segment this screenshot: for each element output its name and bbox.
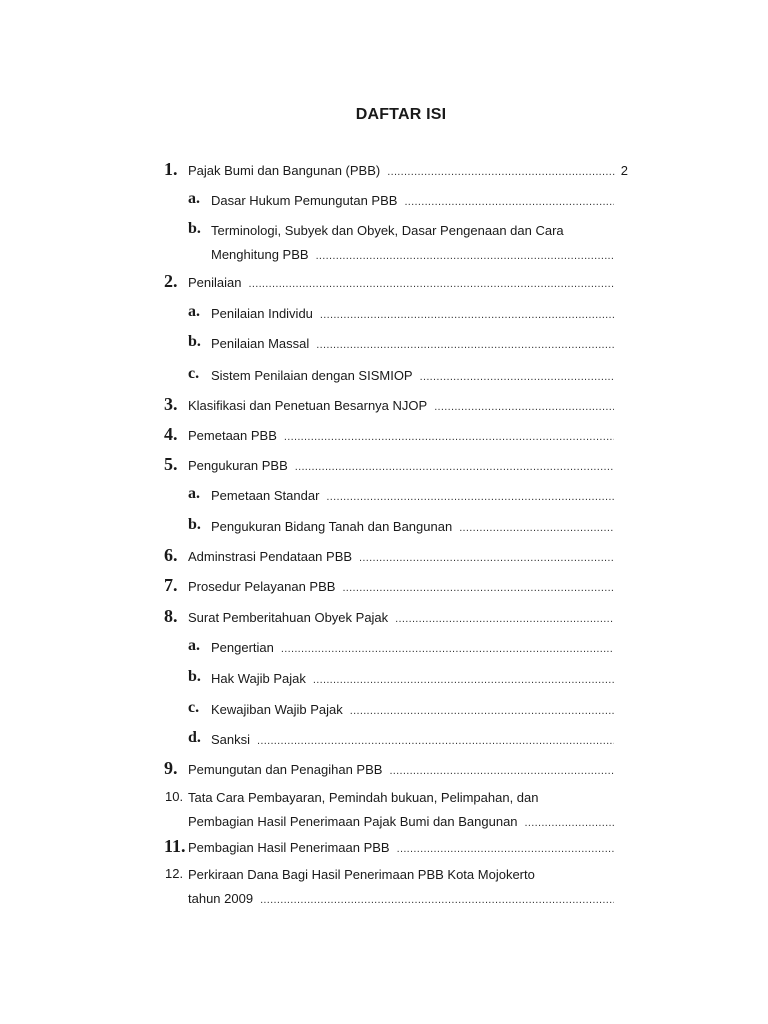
toc-entry	[0, 789, 768, 829]
entry-number: 4.	[164, 424, 178, 444]
entry-number: c.	[188, 699, 200, 716]
dot-leader	[316, 336, 614, 354]
entry-number: 10.	[165, 789, 184, 804]
dot-leader	[404, 193, 614, 211]
dot-leader	[395, 610, 614, 628]
entry-text: Pemungutan dan Penagihan PBB	[188, 762, 383, 777]
entry-text: Pemetaan PBB	[188, 428, 277, 443]
entry-number: 3.	[164, 394, 178, 414]
entry-number: 11.	[164, 836, 186, 856]
entry-text: Sanksi	[211, 732, 251, 747]
entry-text: Surat Pemberitahuan Obyek Pajak	[188, 610, 389, 625]
entry-text: Dasar Hukum Pemungutan PBB	[211, 193, 398, 208]
dot-leader	[316, 247, 614, 265]
dot-leader	[342, 579, 614, 597]
entry-line	[188, 578, 614, 597]
entry-number: 9.	[164, 758, 178, 778]
entry-text: Adminstrasi Pendataan PBB	[188, 549, 353, 564]
entry-line	[188, 761, 614, 780]
dot-leader	[249, 275, 615, 293]
dot-leader	[397, 840, 614, 858]
entry-number: 1.	[164, 159, 178, 179]
toc-entry	[0, 639, 768, 661]
entry-line	[188, 457, 614, 476]
toc-entry	[0, 545, 768, 570]
toc-entry	[0, 335, 768, 357]
toc-entry	[0, 731, 768, 753]
toc-entry	[0, 271, 768, 296]
toc-entry	[0, 758, 768, 783]
entry-number: 5.	[164, 454, 178, 474]
entry-line	[211, 731, 614, 750]
dot-leader	[320, 306, 614, 324]
toc-entry	[0, 367, 768, 389]
entry-number: 6.	[164, 545, 178, 565]
toc-entry	[0, 424, 768, 449]
dot-leader	[387, 163, 615, 181]
entry-text: Prosedur Pelayanan PBB	[188, 579, 336, 594]
toc-entry	[0, 836, 768, 861]
entry-text: Pemetaan Standar	[211, 488, 320, 503]
entry-line	[211, 192, 614, 211]
entry-number: a.	[188, 303, 200, 320]
toc-entry	[0, 394, 768, 419]
entry-line	[211, 670, 614, 689]
entry-text: Pengukuran Bidang Tanah dan Bangunan	[211, 519, 453, 534]
entry-text-line: Tata Cara Pembayaran, Pemindah bukuan, Pelimpahan, dan	[188, 790, 539, 805]
toc-entry	[0, 701, 768, 723]
page-title: DAFTAR ISI	[355, 106, 447, 123]
dot-leader	[295, 458, 614, 476]
entry-text: Pengertian	[211, 640, 274, 655]
entry-text: Sistem Penilaian dengan SISMIOP	[211, 368, 413, 383]
entry-line	[188, 548, 614, 567]
entry-number: 2.	[164, 271, 178, 291]
toc-entry	[0, 454, 768, 479]
entry-line	[211, 367, 614, 386]
entry-line	[188, 609, 614, 628]
entry-text: Penilaian Individu	[211, 306, 313, 321]
entry-line	[188, 890, 614, 909]
entry-number: a.	[188, 485, 200, 502]
entry-text: tahun 2009	[188, 891, 254, 906]
entry-number: d.	[188, 729, 201, 746]
entry-text: Klasifikasi dan Penetuan Besarnya NJOP	[188, 398, 428, 413]
toc-entry	[0, 220, 768, 262]
entry-line	[211, 246, 614, 265]
entry-text: Pajak Bumi dan Bangunan (PBB)	[188, 163, 381, 178]
dot-leader	[389, 762, 614, 780]
entry-number: b.	[188, 220, 201, 237]
entry-number: 7.	[164, 575, 178, 595]
entry-line	[211, 701, 614, 720]
toc-entry	[0, 866, 768, 906]
entry-text-line: Terminologi, Subyek dan Obyek, Dasar Pengenaan dan Cara	[211, 223, 564, 238]
entry-line	[188, 839, 614, 858]
page-number: 2	[620, 163, 628, 178]
entry-number: b.	[188, 516, 201, 533]
entry-line	[188, 427, 614, 446]
entry-number: b.	[188, 668, 201, 685]
dot-leader	[260, 891, 614, 909]
entry-line	[211, 305, 614, 324]
entry-number: 12.	[165, 866, 184, 881]
entry-text-line: Perkiraan Dana Bagi Hasil Penerimaan PBB Kota Mojokerto	[188, 867, 535, 882]
toc-entry	[0, 670, 768, 692]
dot-leader	[420, 368, 614, 386]
entry-number: 8.	[164, 606, 178, 626]
entry-text: Pembagian Hasil Penerimaan PBB	[188, 840, 390, 855]
toc-entry	[0, 487, 768, 509]
entry-number: b.	[188, 333, 201, 350]
entry-text: Penilaian Massal	[211, 336, 310, 351]
dot-leader	[434, 398, 614, 416]
entry-line	[188, 813, 614, 832]
entry-number: a.	[188, 637, 200, 654]
dot-leader	[257, 732, 614, 750]
dot-leader	[359, 549, 614, 567]
dot-leader	[326, 488, 614, 506]
entry-line	[188, 397, 614, 416]
toc-entry	[0, 575, 768, 600]
entry-number: a.	[188, 190, 200, 207]
dot-leader	[281, 640, 614, 658]
entry-text: Pengukuran PBB	[188, 458, 288, 473]
toc-entry	[0, 159, 768, 184]
toc-entry	[0, 305, 768, 327]
dot-leader	[459, 519, 614, 537]
entry-number: c.	[188, 365, 200, 382]
entry-text: Hak Wajib Pajak	[211, 671, 306, 686]
entry-line	[188, 162, 628, 181]
dot-leader	[284, 428, 614, 446]
toc-entry	[0, 192, 768, 214]
dot-leader	[350, 702, 614, 720]
entry-line	[211, 335, 614, 354]
entry-line	[211, 639, 614, 658]
entry-text: Penilaian	[188, 275, 242, 290]
toc-entry	[0, 606, 768, 631]
entry-line	[211, 487, 614, 506]
entry-line	[211, 518, 614, 537]
toc-entry	[0, 518, 768, 540]
entry-text: Menghitung PBB	[211, 247, 309, 262]
entry-text: Pembagian Hasil Penerimaan Pajak Bumi dan Bangunan	[188, 814, 518, 829]
entry-line	[188, 274, 614, 293]
dot-leader	[525, 814, 614, 832]
entry-text: Kewajiban Wajib Pajak	[211, 702, 343, 717]
dot-leader	[313, 671, 614, 689]
